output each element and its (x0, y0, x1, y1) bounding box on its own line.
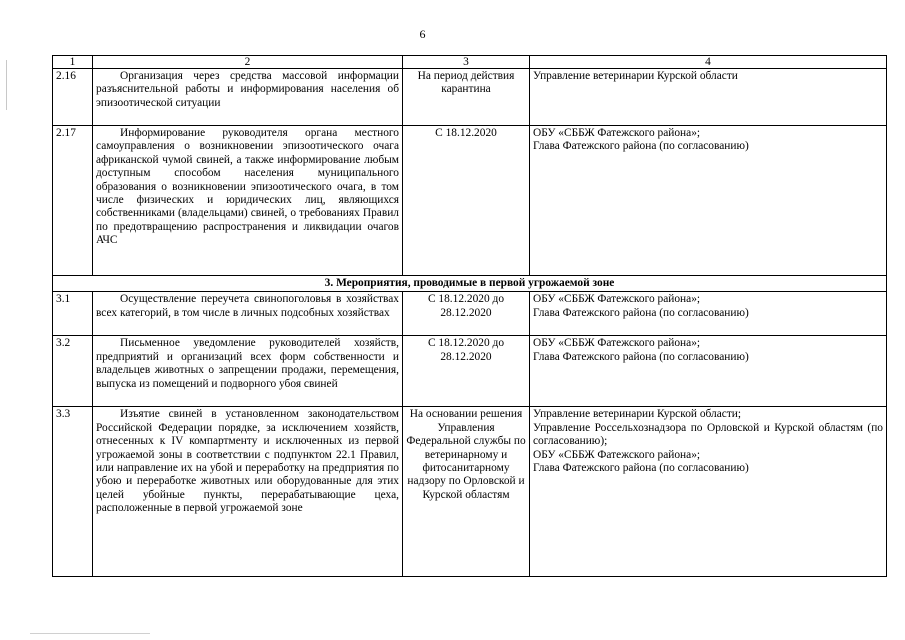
header-cell: 4 (530, 56, 887, 69)
table-header-row (53, 56, 887, 69)
responsible-line: Управление ветеринарии Курской области; (533, 408, 742, 421)
responsible-cell (530, 292, 887, 336)
row-number: 3.3 (53, 407, 93, 577)
responsible-cell (530, 69, 887, 126)
responsible-line: Управление Россельхознадзора по Орловской и Курской областям (по согласованию); (533, 421, 883, 448)
measure-cell: Информирование руководителя органа местного самоуправления о возникновении эпизоотического очага африканской чумой свиней, а также информирование любым доступным способом населения муниципального образования о возникновении эпизоотического очага, в том числе физических и юридических лиц, являющихся собственниками (владельцами) свиней, о требованиях Правил по предотвращению распространения и ликвидации очагов АЧС (93, 126, 403, 276)
deadline-cell: На основании решения Управления Федеральной службы по ветеринарному и фитосанитарному надзору по Орловской и Курской областям (403, 407, 530, 577)
header-cell: 1 (53, 56, 93, 69)
deadline-cell: С 18.12.2020 до 28.12.2020 (403, 336, 530, 407)
table-row (53, 292, 887, 336)
scan-artifact (30, 633, 150, 634)
responsible-line: Глава Фатежского района (по согласованию) (533, 140, 749, 153)
table-row (53, 69, 887, 126)
responsible-cell (530, 336, 887, 407)
deadline-cell: С 18.12.2020 до 28.12.2020 (403, 292, 530, 336)
scan-artifact (6, 60, 7, 110)
responsible-line: Глава Фатежского района (по согласованию) (533, 350, 749, 363)
header-cell: 3 (403, 56, 530, 69)
measure-cell: Организация через средства массовой информации разъяснительной работы и информирования населения об эпизоотической ситуации (93, 69, 403, 126)
responsible-cell (530, 126, 887, 276)
page-number: 6 (419, 27, 426, 41)
row-number: 3.1 (53, 292, 93, 336)
responsible-line: ОБУ «СББЖ Фатежского района»; (533, 337, 701, 350)
table-row (53, 126, 887, 276)
responsible-line: ОБУ «СББЖ Фатежского района»; (533, 448, 701, 461)
header-cell: 2 (93, 56, 403, 69)
section-row (53, 276, 887, 292)
responsible-line: ОБУ «СББЖ Фатежского района»; (533, 127, 701, 139)
responsible-line: ОБУ «СББЖ Фатежского района»; (533, 293, 701, 306)
measure-cell: Изъятие свиней в установленном законодательством Российской Федерации порядке, за исключением хозяйств, отнесенных к IV компартменту и исключенных из первой угрожаемой зоны в соответствии с подпунктом 22.1 Правил, или направление их на убой и переработку на предприятия по убою и переработке животных или оборудованные для этих целей убойные пункты, перерабатывающие цеха, расположенные в первой угрожаемой зоне (93, 407, 403, 577)
row-number: 2.17 (53, 126, 93, 276)
responsible-line: Управление ветеринарии Курской области (533, 70, 738, 82)
responsible-line: Глава Фатежского района (по согласованию) (533, 462, 749, 475)
measures-table (52, 55, 887, 577)
table-row (53, 407, 887, 577)
section-title: 3. Мероприятия, проводимые в первой угрожаемой зоне (53, 276, 887, 292)
table-row (53, 336, 887, 407)
measure-cell: Письменное уведомление руководителей хозяйств, предприятий и организаций всех форм собственности и владельцев животных о запрещении продажи, перемещения, выпуска из помещений и подворного убоя свиней (93, 336, 403, 407)
responsible-line: Глава Фатежского района (по согласованию) (533, 306, 749, 319)
measure-cell: Осуществление переучета свинопоголовья в хозяйствах всех категорий, в том числе в личных подсобных хозяйствах (93, 292, 403, 336)
row-number: 2.16 (53, 69, 93, 126)
deadline-cell: С 18.12.2020 (403, 126, 530, 276)
deadline-cell: На период действия карантина (403, 69, 530, 126)
row-number: 3.2 (53, 336, 93, 407)
responsible-cell (530, 407, 887, 577)
